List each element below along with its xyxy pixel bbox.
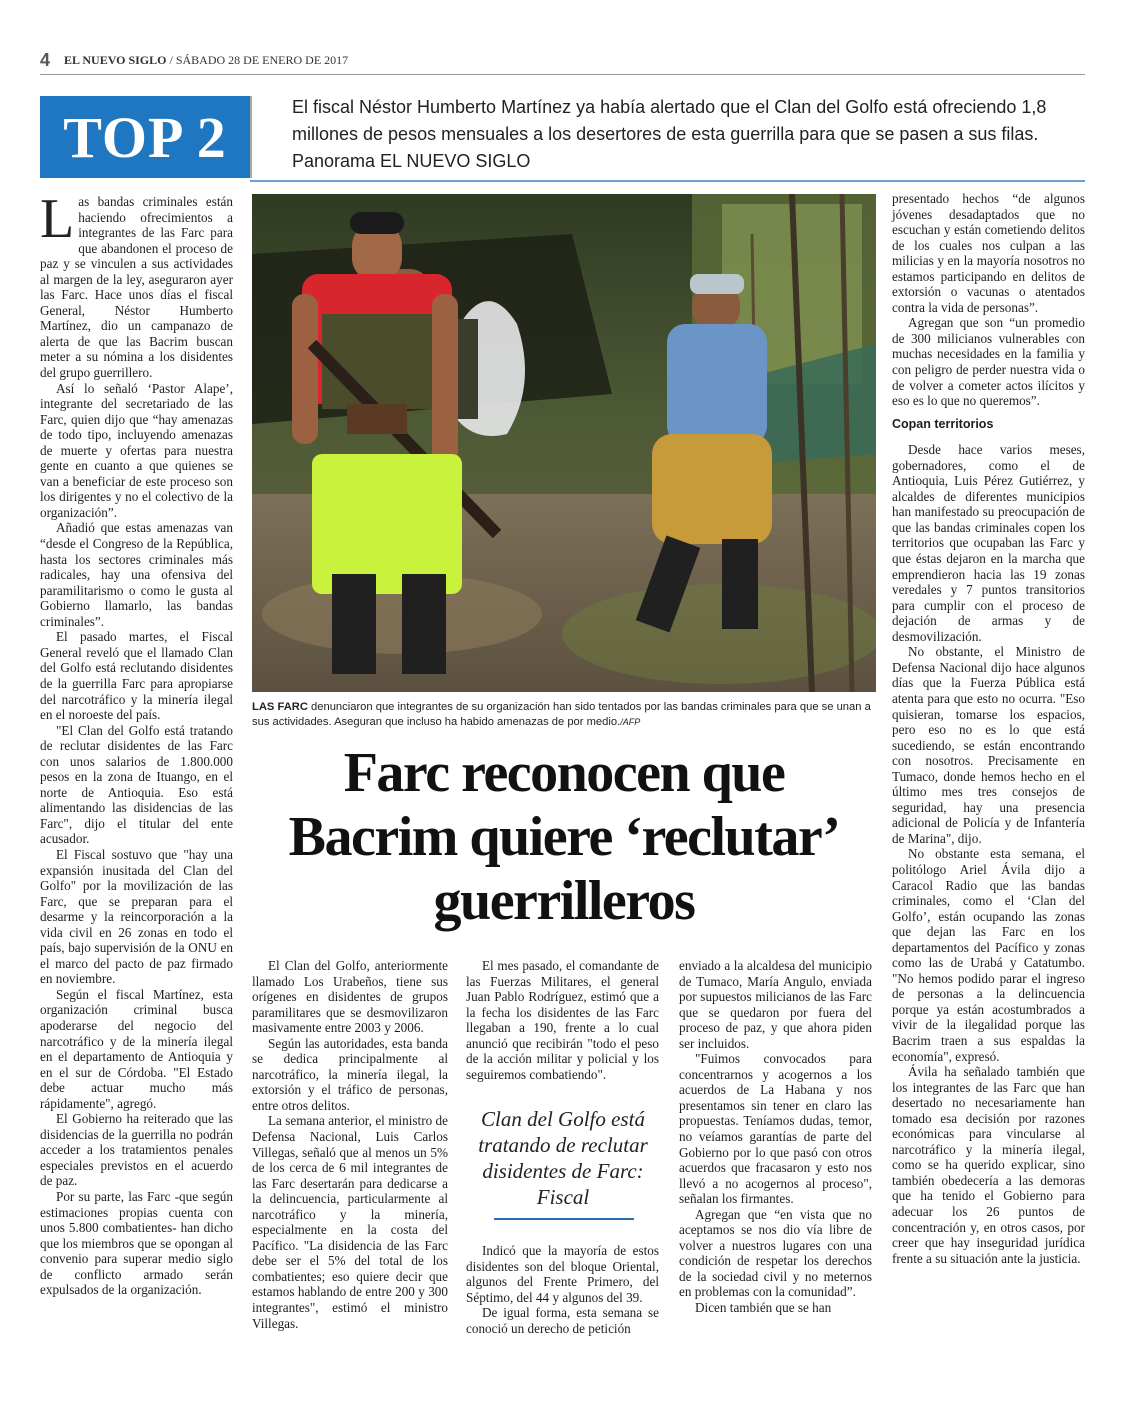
headline-line: Bacrim quiere ‘reclutar’ [288, 806, 840, 868]
body-column-1 [40, 188, 233, 1298]
body-paragraph: No obstante, el Ministro de Defensa Nacional dijo hace algunos días que la Fuerza Pública está atenta para que esto no ocurra. "Eso quisieran, tomarse los espacios, pero eso no es lo que está sucediendo, se están encontrando con nosotros. Precisamente en Tumaco, donde hemos hecho en el último mes tres consejos de seguridad, hay una presencia adicional de Policía y de Infantería de Marina", dijo. [892, 644, 1085, 846]
caption-lead: LAS FARC [252, 701, 308, 713]
publication-name: EL NUEVO SIGLO [64, 53, 167, 67]
body-paragraph: El Clan del Golfo, anteriormente llamado Los Urabeños, tiene sus orígenes en disidentes de grupos paramilitares que se desmovilizaron masivamente entre 2003 y 2006. [252, 958, 448, 1036]
page-number: 4 [40, 50, 51, 70]
body-paragraph: "Fuimos convocados para concentrarnos y acogernos a los acuerdos de La Habana y nos presentamos sin tener en claro las propuestas. Teníamos dudas, temor, no veíamos garantías de parte del Gobierno por lo que pasó con otros acuerdos que fracasaron y esto nos llevó a no acogernos al proceso", señalan los firmantes. [679, 1051, 872, 1207]
pull-quote-rule [494, 1218, 634, 1220]
body-column-right [892, 191, 1085, 1266]
body-column-b [466, 958, 659, 1082]
deck-rule [250, 180, 1085, 182]
body-paragraph: El mes pasado, el comandante de las Fuerzas Militares, el general Juan Pablo Rodríguez, estimó que a la fecha los disidentes de las Farc llegaban a 190, frente a lo cual anunció que recibirán "todo el peso de la acción militar y policial y los seguiremos combatiendo". [466, 958, 659, 1082]
body-paragraph: Por su parte, las Farc -que según estimaciones propias cuenta con unos 5.800 combatientes- han dicho que los miembros que se opongan al convenio para superar medio siglo de conflicto armado serán expulsados de la organización. [40, 1189, 233, 1298]
subheading: Copan territorios [892, 416, 994, 431]
body-paragraph: Las bandas criminales están haciendo ofrecimientos a integrantes de las Farc para que abandonen el proceso de paz y se vinculen a sus actividades al margen de la ley, aseguraron ayer las Farc. Hace unos días el fiscal General, Néstor Humberto Martínez, dio un campanazo de alerta de que las Bacrim buscan meter a su nómina a los disidentes del grupo guerrillero. [40, 188, 233, 381]
pull-quote: Clan del Golfo está tratando de reclutar disidentes de Farc: Fiscal [478, 1107, 648, 1209]
body-paragraph: Así lo señaló ‘Pastor Alape’, integrante del secretariado de las Farc, quien dijo que “hay amenazas de todo tipo, incluyendo amenazas de muerte y ofertas para nuestra gente en cuanto a que quienes se van a beneficiar de este proceso son los dirigentes y no el colectivo de la organización”. [40, 380, 233, 520]
body-paragraph: Dicen también que se han [695, 1300, 832, 1316]
caption-text: denunciaron que integrantes de su organización han sido tentados por las bandas criminales para que se unan a sus actividades. Aseguran que incluso ha habido amenazas de por medio. [252, 701, 871, 728]
folio-line [40, 50, 348, 71]
article-headline [252, 741, 876, 933]
headline-line: Farc reconocen que [343, 742, 785, 804]
body-paragraph: Según el fiscal Martínez, esta organización criminal busca apoderarse del negocio del narcotráfico y de la minería ilegal en el departamento de Antioquia y en el sur de Córdoba. "El Estado debe actuar mucho más rápidamente", agregó. [40, 986, 233, 1111]
photo-credit: /AFP [620, 717, 641, 727]
body-paragraph: El Fiscal sostuvo que "hay una expansión inusitada del Clan del Golfo" por la movilización de las Farc, que se preparan para el desarme y la reincorporación a la vida civil en 26 zonas en todo el país, bajo supervisión de la ONU en el marco del pacto de paz firmado en noviembre. [40, 846, 233, 987]
body-paragraph: El pasado martes, el Fiscal General reveló que el llamado Clan del Golfo está reclutando disidentes de la guerrilla Farc para apropiarse del narcotráfico y la minería ilegal en el noroeste del país. [40, 629, 233, 723]
body-paragraph: Indicó que la mayoría de estos disidentes son del bloque Oriental, algunos del Frente Primero, del Séptimo, del 44 y algunos del 39. [466, 1243, 659, 1305]
body-paragraph: Desde hace varios meses, gobernadores, como el de Antioquia, Luis Pérez Gutiérrez, y alcaldes de diferentes municipios han manifestado su preocupación de que las bandas criminales copen los territorios que ocupaban las Farc y que éstas dejaron en la marcha que emprendieron hacia las 19 zonas veredales y 7 puntos transitorios para cumplir con el proceso de dejación de armas y de desmovilización. [892, 442, 1085, 644]
body-paragraph: Añadió que estas amenazas van “desde el Congreso de la República, hasta los sectores criminales más radicales, hay una ofensiva del paramilitarismo o como le gusta al Gobierno llamarlo, las bandas criminales”. [40, 520, 233, 629]
body-paragraph: Ávila ha señalado también que los integrantes de las Farc que han desertado no necesariamente han tomado esa decisión por razones económicas para vincularse al narcotráfico y la minería ilegal, como se ha querido explicar, sino también obedecería a las demoras que ha tenido el Gobierno para adecuar los 26 puntos de concentración y, en otros casos, por creer que hay inseguridad jurídica frente a su situación ante la justicia. [892, 1064, 1085, 1266]
body-paragraph: Según las autoridades, esta banda se dedica principalmente al narcotráfico, la minería ilegal, la extorsión y el tráfico de personas, entre otros delitos. [252, 1035, 448, 1113]
body-paragraph: La semana anterior, el ministro de Defensa Nacional, Luis Carlos Villegas, señaló que al menos un 5% de los cerca de 6 mil integrantes de las Farc desertarán para dedicarse a la delincuencia, particularmente al narcotráfico y la minería, especialmente en la costa del Pacífico. "La disidencia de las Farc debe ser el 5% del total de los combatientes; eso quiere decir que estamos hablando de entre 200 y 300 integrantes", estimó el ministro Villegas. [252, 1113, 448, 1331]
body-column-b-continued [466, 1243, 659, 1336]
body-paragraph: De igual forma, esta semana se conoció un derecho de petición [466, 1305, 659, 1336]
news-photo [252, 194, 876, 692]
body-paragraph: Agregan que “en vista que no aceptamos se nos dio vía libre de volver a nuestros lugares con una condición de respetar los derechos de la sociedad civil y no meternos en problemas con la comunidad”. [679, 1206, 872, 1300]
body-paragraph: enviado a la alcaldesa del municipio de Tumaco, María Angulo, enviada por supuestos milicianos de las Farc que se quedaron por fuera del proceso de paz, y que ahora piden ser incluidos. [679, 958, 872, 1051]
badge-divider [250, 96, 252, 178]
body-paragraph: presentado hechos “de algunos jóvenes desadaptados que no escuchan y están cometiendo delitos de los cuales nos culpan a las milicias y en la mayoría nosotros no estamos participando en delitos de extorsión o vacunas o atentados contra la vida de personas”. [892, 191, 1085, 315]
body-paragraph: Agregan que son “un promedio de 300 milicianos vulnerables con muchas necesidades en la familia y con peligro de perder nuestra vida o de volver a cometer actos ilícitos y eso es lo que no queremos”. [892, 315, 1085, 409]
drop-cap: L [40, 188, 75, 250]
header-rule [40, 74, 1085, 75]
headline-line: guerrilleros [433, 870, 695, 932]
section-badge: TOP 2 [40, 96, 250, 178]
body-column-a [252, 958, 448, 1331]
issue-date: / SÁBADO 28 DE ENERO DE 2017 [169, 53, 349, 67]
article-deck: El fiscal Néstor Humberto Martínez ya había alertado que el Clan del Golfo está ofreciendo 1,8 millones de pesos mensuales a los desertores de esta guerrilla para que se pasen a sus filas. Panorama EL NUEVO SIGLO [292, 97, 1047, 171]
body-paragraph: El Gobierno ha reiterado que las disidencias de la guerrilla no podrán acceder a los tratamientos penales especiales previstos en el acuerdo de paz. [40, 1111, 233, 1189]
body-paragraph: No obstante esta semana, el politólogo Ariel Ávila dijo a Caracol Radio que las bandas criminales, como el ‘Clan del Golfo’, están ocupando las zonas que dejan las Farc en los departamentos del Pacífico y zonas como las de Urabá y Catatumbo. "No hemos podido parar el ingreso de personas a la delincuencia porque ya están acostumbrados a vivir de la ilegalidad porque las Bacrim traen a sus espaldas la economía", expresó. [892, 846, 1085, 1064]
body-paragraph: "El Clan del Golfo está tratando de reclutar disidentes de las Farc con unos salarios de 1.800.000 pesos en la zona de Ituango, en el norte de Antioquia. Eso está alimentando las disidencias de las Farc", dijo el titular del ente acusador. [40, 722, 233, 847]
photo-caption [252, 700, 872, 730]
body-column-c [679, 958, 872, 1316]
